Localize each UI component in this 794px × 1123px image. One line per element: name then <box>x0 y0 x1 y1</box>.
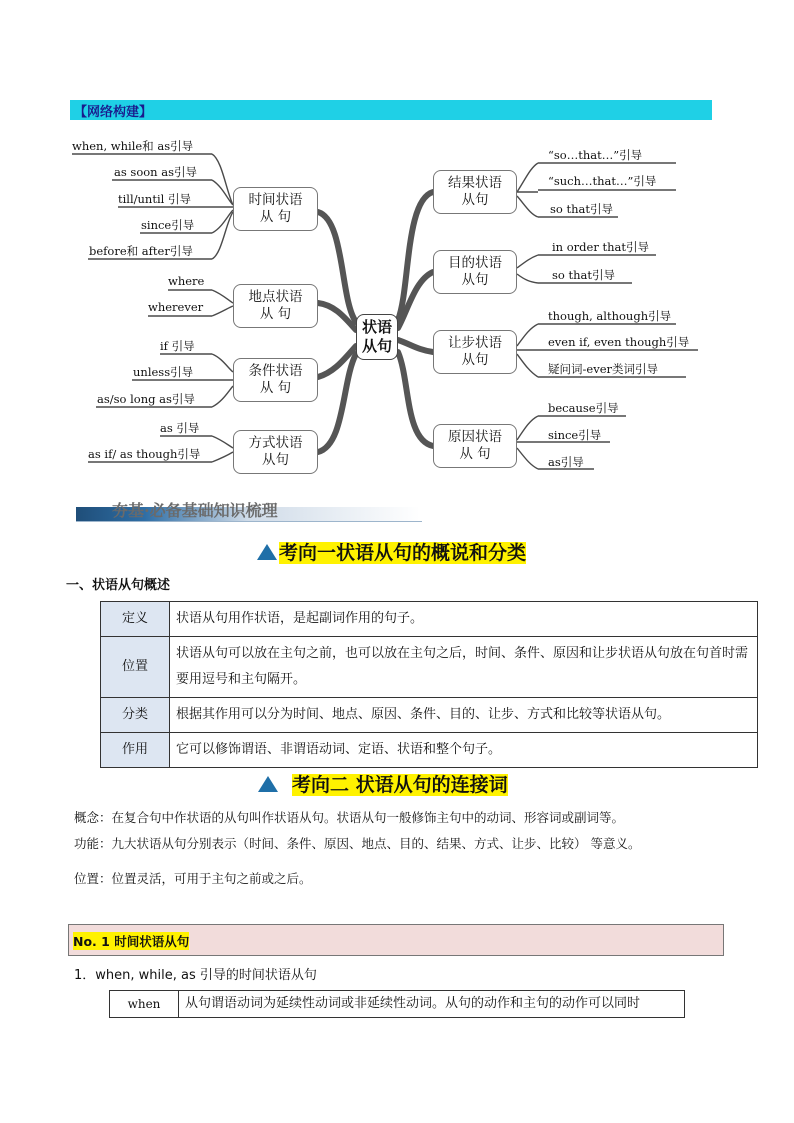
table-row <box>101 733 758 768</box>
leaf-place-2: wherever <box>148 300 204 314</box>
node-place-clause <box>233 284 318 328</box>
node-line: 方式状语 <box>248 435 303 451</box>
node-line: 从句 <box>461 272 489 288</box>
section1-heading <box>257 538 526 565</box>
node-line: 从句 <box>461 352 489 368</box>
mindmap-connectors <box>0 0 794 480</box>
table-row <box>110 991 685 1018</box>
function-text: 功能：九大状语从句分别表示（时间、条件、原因、地点、目的、结果、方式、让步、比较） 等意义。 <box>74 836 641 851</box>
table-row <box>101 602 758 637</box>
node-result-clause <box>433 170 517 214</box>
when-table <box>109 990 685 1018</box>
leaf-result-2: “such…that…”引导 <box>548 174 657 188</box>
section2-title: 考向二 状语从句的连接词 <box>292 774 508 796</box>
leaf-result-3: so that引导 <box>550 202 613 216</box>
row-value: 状语从句用作状语，是起副词作用的句子。 <box>170 602 758 637</box>
leaf-reason-3: as引导 <box>548 455 584 469</box>
node-purpose-clause <box>433 250 517 294</box>
node-line: 地点状语 <box>248 289 303 305</box>
node-concession-clause <box>433 330 517 374</box>
section1-title: 考向一状语从句的概说和分类 <box>279 542 527 564</box>
leaf-cond-2: unless引导 <box>133 365 194 379</box>
node-line: 原因状语 <box>448 429 502 445</box>
node-line: 从 句 <box>259 306 292 322</box>
node-line: 时间状语 <box>248 192 303 208</box>
row-key: 位置 <box>101 637 170 698</box>
leaf-place-1: where <box>168 274 205 288</box>
center-line-1: 状语 <box>361 318 392 336</box>
node-line: 从 句 <box>259 209 292 225</box>
position-text: 位置：位置灵活，可用于主句之前或之后。 <box>74 871 312 886</box>
leaf-time-3: till/until 引导 <box>118 192 191 206</box>
node-line: 从 句 <box>459 446 491 462</box>
leaf-time-5: before和 after引导 <box>89 244 193 258</box>
leaf-manner-2: as if/ as though引导 <box>88 447 201 461</box>
row-key: when <box>110 991 179 1018</box>
node-line: 目的状语 <box>448 255 502 271</box>
mindmap-center-node <box>356 314 398 360</box>
row-key: 作用 <box>101 733 170 768</box>
leaf-reason-1: because引导 <box>548 401 619 415</box>
node-line: 从句 <box>461 192 489 208</box>
no1-bar <box>68 924 724 956</box>
center-line-2: 从句 <box>361 337 392 355</box>
row-key: 分类 <box>101 698 170 733</box>
triangle-icon <box>257 544 277 560</box>
no1-item: 1．when, while, as 引导的时间状语从句 <box>74 968 317 983</box>
leaf-cond-1: if 引导 <box>160 339 195 353</box>
row-value: 状语从句可以放在主句之前，也可以放在主句之后，时间、条件、原因和让步状语从句放在句首时需要用逗号和主句隔开。 <box>170 637 758 698</box>
node-line: 让步状语 <box>448 335 502 351</box>
node-line: 条件状语 <box>248 363 303 379</box>
leaf-cond-3: as/so long as引导 <box>97 392 195 406</box>
section1-subtitle: 一、状语从句概述 <box>66 578 171 593</box>
leaf-time-4: since引导 <box>141 218 195 232</box>
banner-title: 夯基·必备基础知识梳理 <box>112 501 278 520</box>
node-reason-clause <box>433 424 517 468</box>
overview-table <box>100 601 758 768</box>
leaf-result-1: “so…that…”引导 <box>548 148 643 162</box>
section2-heading <box>258 770 508 797</box>
node-line: 从句 <box>262 452 289 468</box>
network-header-title: 【网络构建】 <box>74 105 153 120</box>
leaf-manner-1: as 引导 <box>160 421 200 435</box>
no1-label: No. 1 时间状语从句 <box>73 934 190 949</box>
leaf-concession-1: though, although引导 <box>548 309 672 323</box>
node-time-clause <box>233 187 318 231</box>
leaf-concession-3: 疑问词-ever类词引导 <box>548 362 658 376</box>
row-value: 根据其作用可以分为时间、地点、原因、条件、目的、让步、方式和比较等状语从句。 <box>170 698 758 733</box>
row-key: 定义 <box>101 602 170 637</box>
concept-text: 概念：在复合句中作状语的从句叫作状语从句。状语从句一般修饰主句中的动词、形容词或副词等。 <box>74 810 625 825</box>
leaf-reason-2: since引导 <box>548 428 602 442</box>
node-condition-clause <box>233 358 318 402</box>
table-row <box>101 698 758 733</box>
row-value: 它可以修饰谓语、非谓语动词、定语、状语和整个句子。 <box>170 733 758 768</box>
node-manner-clause <box>233 430 318 474</box>
table-row <box>101 637 758 698</box>
node-line: 从 句 <box>259 380 292 396</box>
leaf-purpose-1: in order that引导 <box>552 240 649 254</box>
leaf-concession-2: even if, even though引导 <box>548 335 690 349</box>
leaf-time-2: as soon as引导 <box>114 165 197 179</box>
leaf-time-1: when, while和 as引导 <box>72 139 194 153</box>
triangle-icon <box>258 776 278 792</box>
row-value: 从句谓语动词为延续性动词或非延续性动词。从句的动作和主句的动作可以同时 <box>179 991 685 1018</box>
node-line: 结果状语 <box>448 175 502 191</box>
banner-underline <box>76 521 422 522</box>
leaf-purpose-2: so that引导 <box>552 268 615 282</box>
